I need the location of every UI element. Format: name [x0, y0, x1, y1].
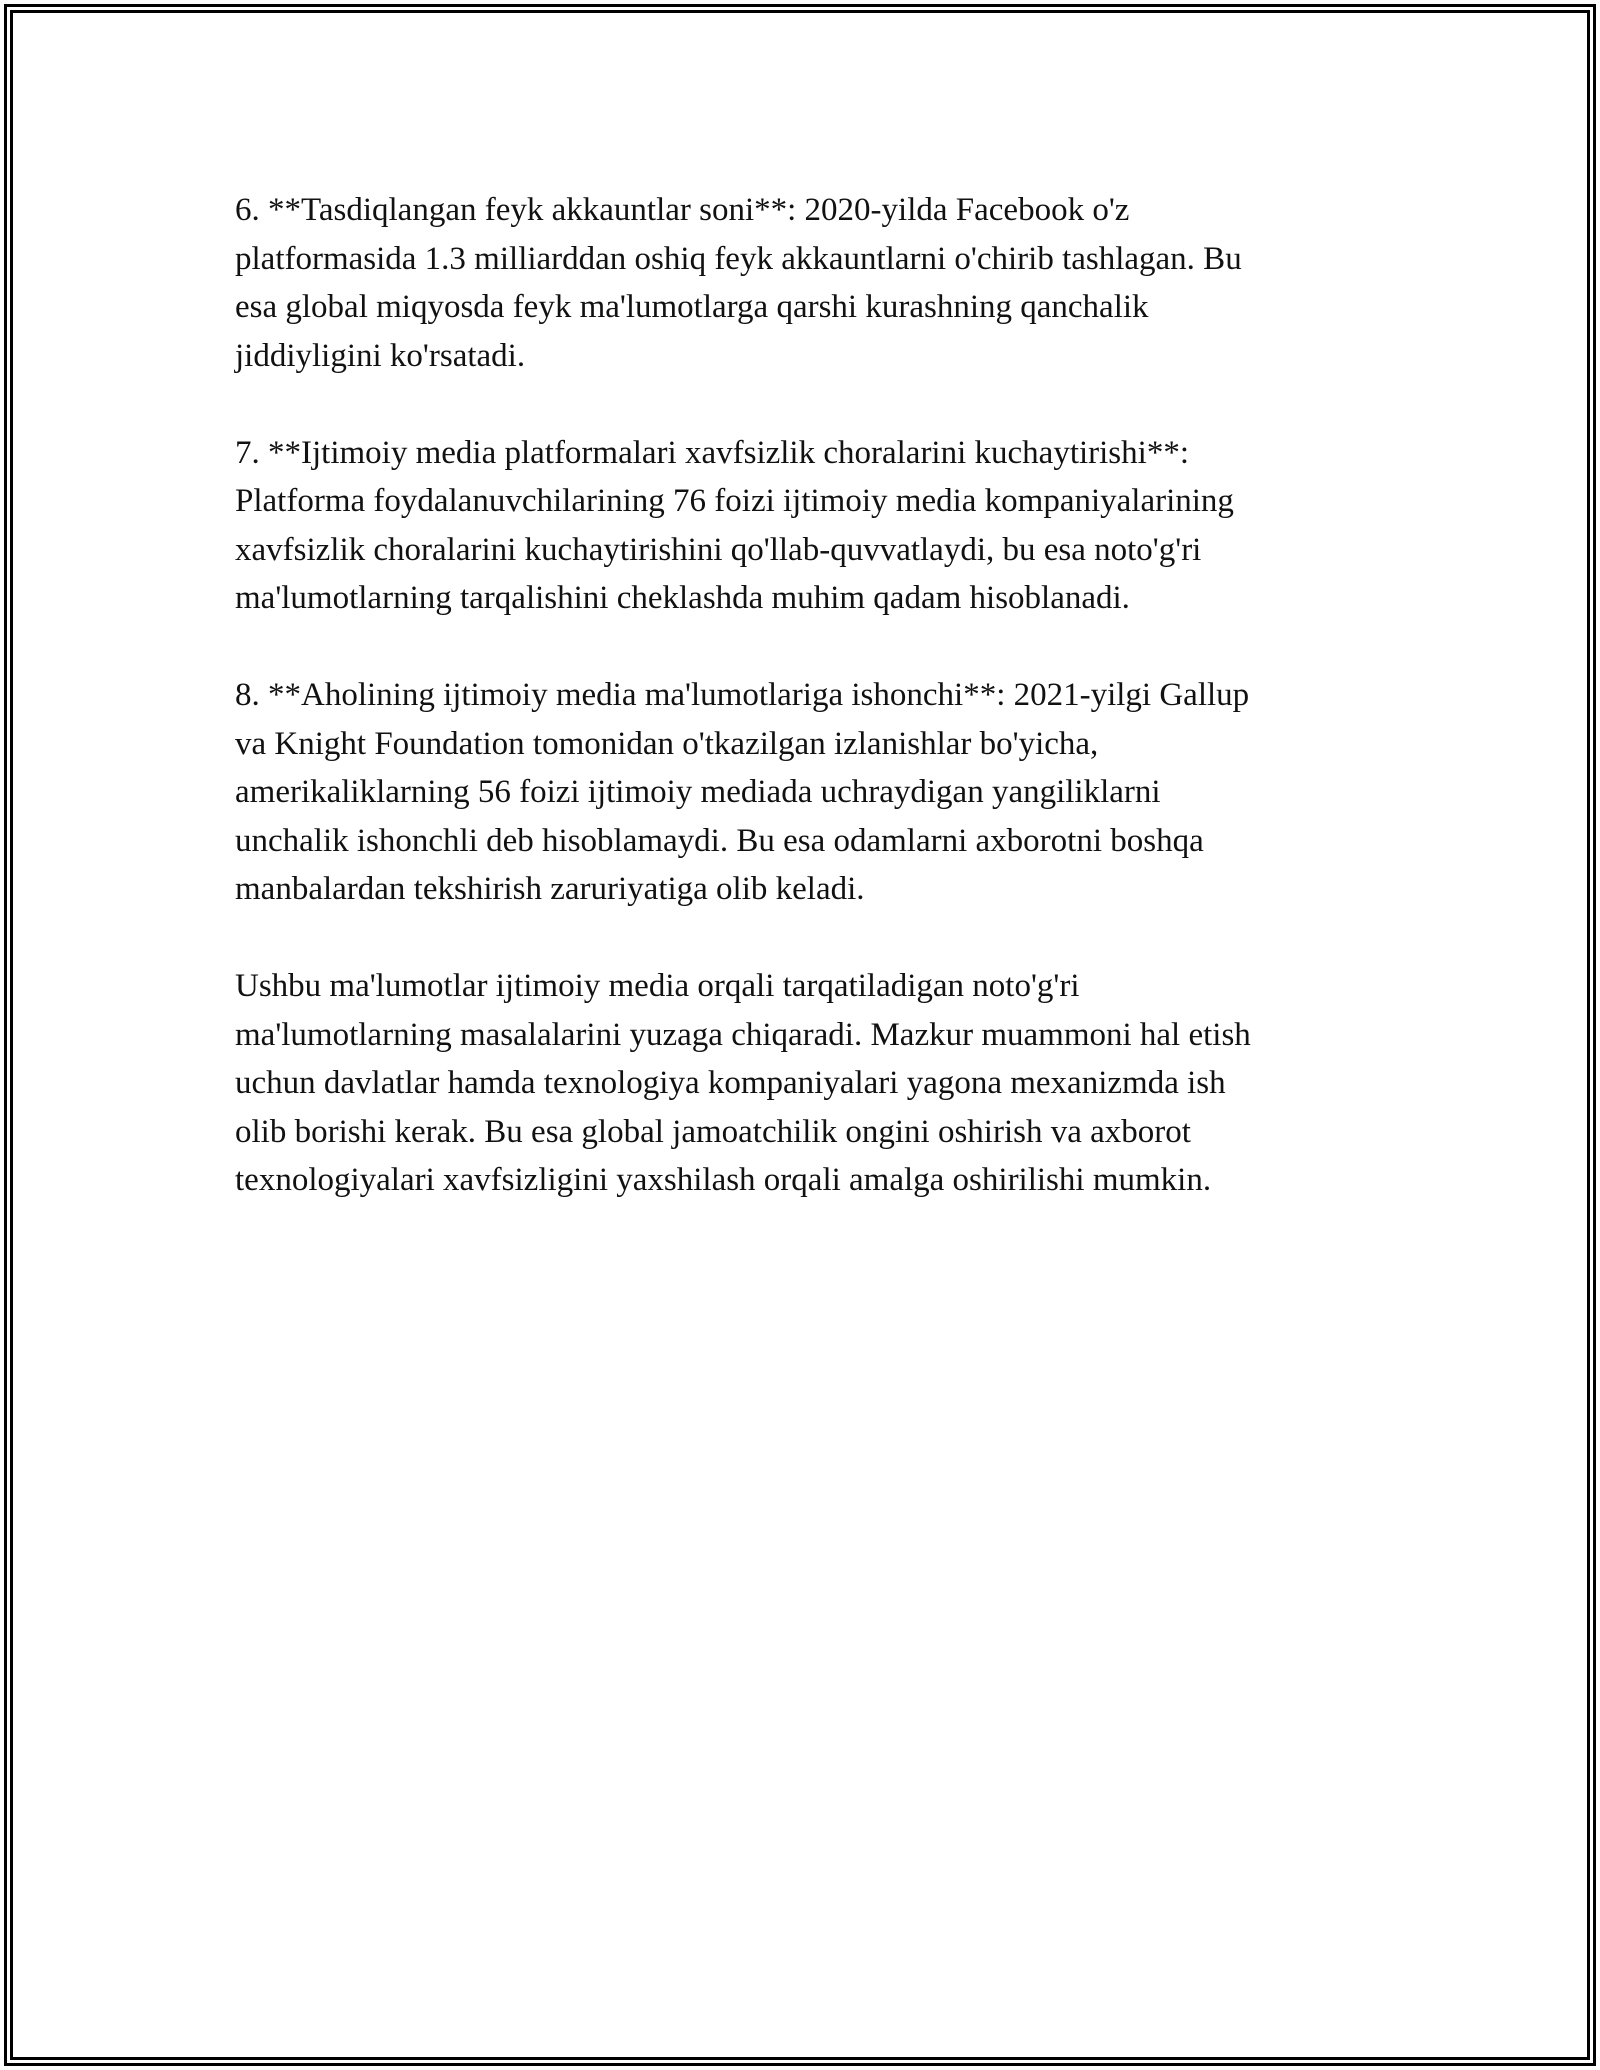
- paragraph-item-8: 8. **Aholining ijtimoiy media ma'lumotlariga ishonchi**: 2021-yilgi Gallup va Knight Foundation tomonidan o'tkazilgan izlanishlar bo'yicha, amerikaliklarning 56 foizi ijtimoiy mediada uchraydigan yangiliklarni unchalik ishonchli deb hisoblamaydi. Bu esa odamlarni axborotni boshqa manbalardan tekshirish zaruriyatiga olib keladi.: [235, 677, 1250, 907]
- paragraph-item-7: 7. **Ijtimoiy media platformalari xavfsizlik choralarini kuchaytirishi**: Platforma foydalanuvchilarining 76 foizi ijtimoiy media kompaniyalarining xavfsizlik choralarini kuchaytirishini qo'llab-quvvatlaydi, bu esa noto'g'ri ma'lumotlarning tarqalishini cheklashda muhim qadam hisoblanadi.: [235, 434, 1234, 616]
- document-body: [235, 186, 1375, 1253]
- paragraph-item-6: 6. **Tasdiqlangan feyk akkauntlar soni**: 2020-yilda Facebook o'z platformasida 1.3 milliarddan oshiq feyk akkauntlarni o'chirib tashlagan. Bu esa global miqyosda feyk ma'lumotlarga qarshi kurashning qanchalik jiddiyligini ko'rsatadi.: [235, 192, 1242, 374]
- paragraph-conclusion: Ushbu ma'lumotlar ijtimoiy media orqali tarqatiladigan noto'g'ri ma'lumotlarning masalalarini yuzaga chiqaradi. Mazkur muammoni hal etish uchun davlatlar hamda texnologiya kompaniyalari yagona mexanizmda ish olib borishi kerak. Bu esa global jamoatchilik ongini oshirish va axborot texnologiyalari xavfsizligini yaxshilash orqali amalga oshirilishi mumkin.: [235, 968, 1251, 1198]
